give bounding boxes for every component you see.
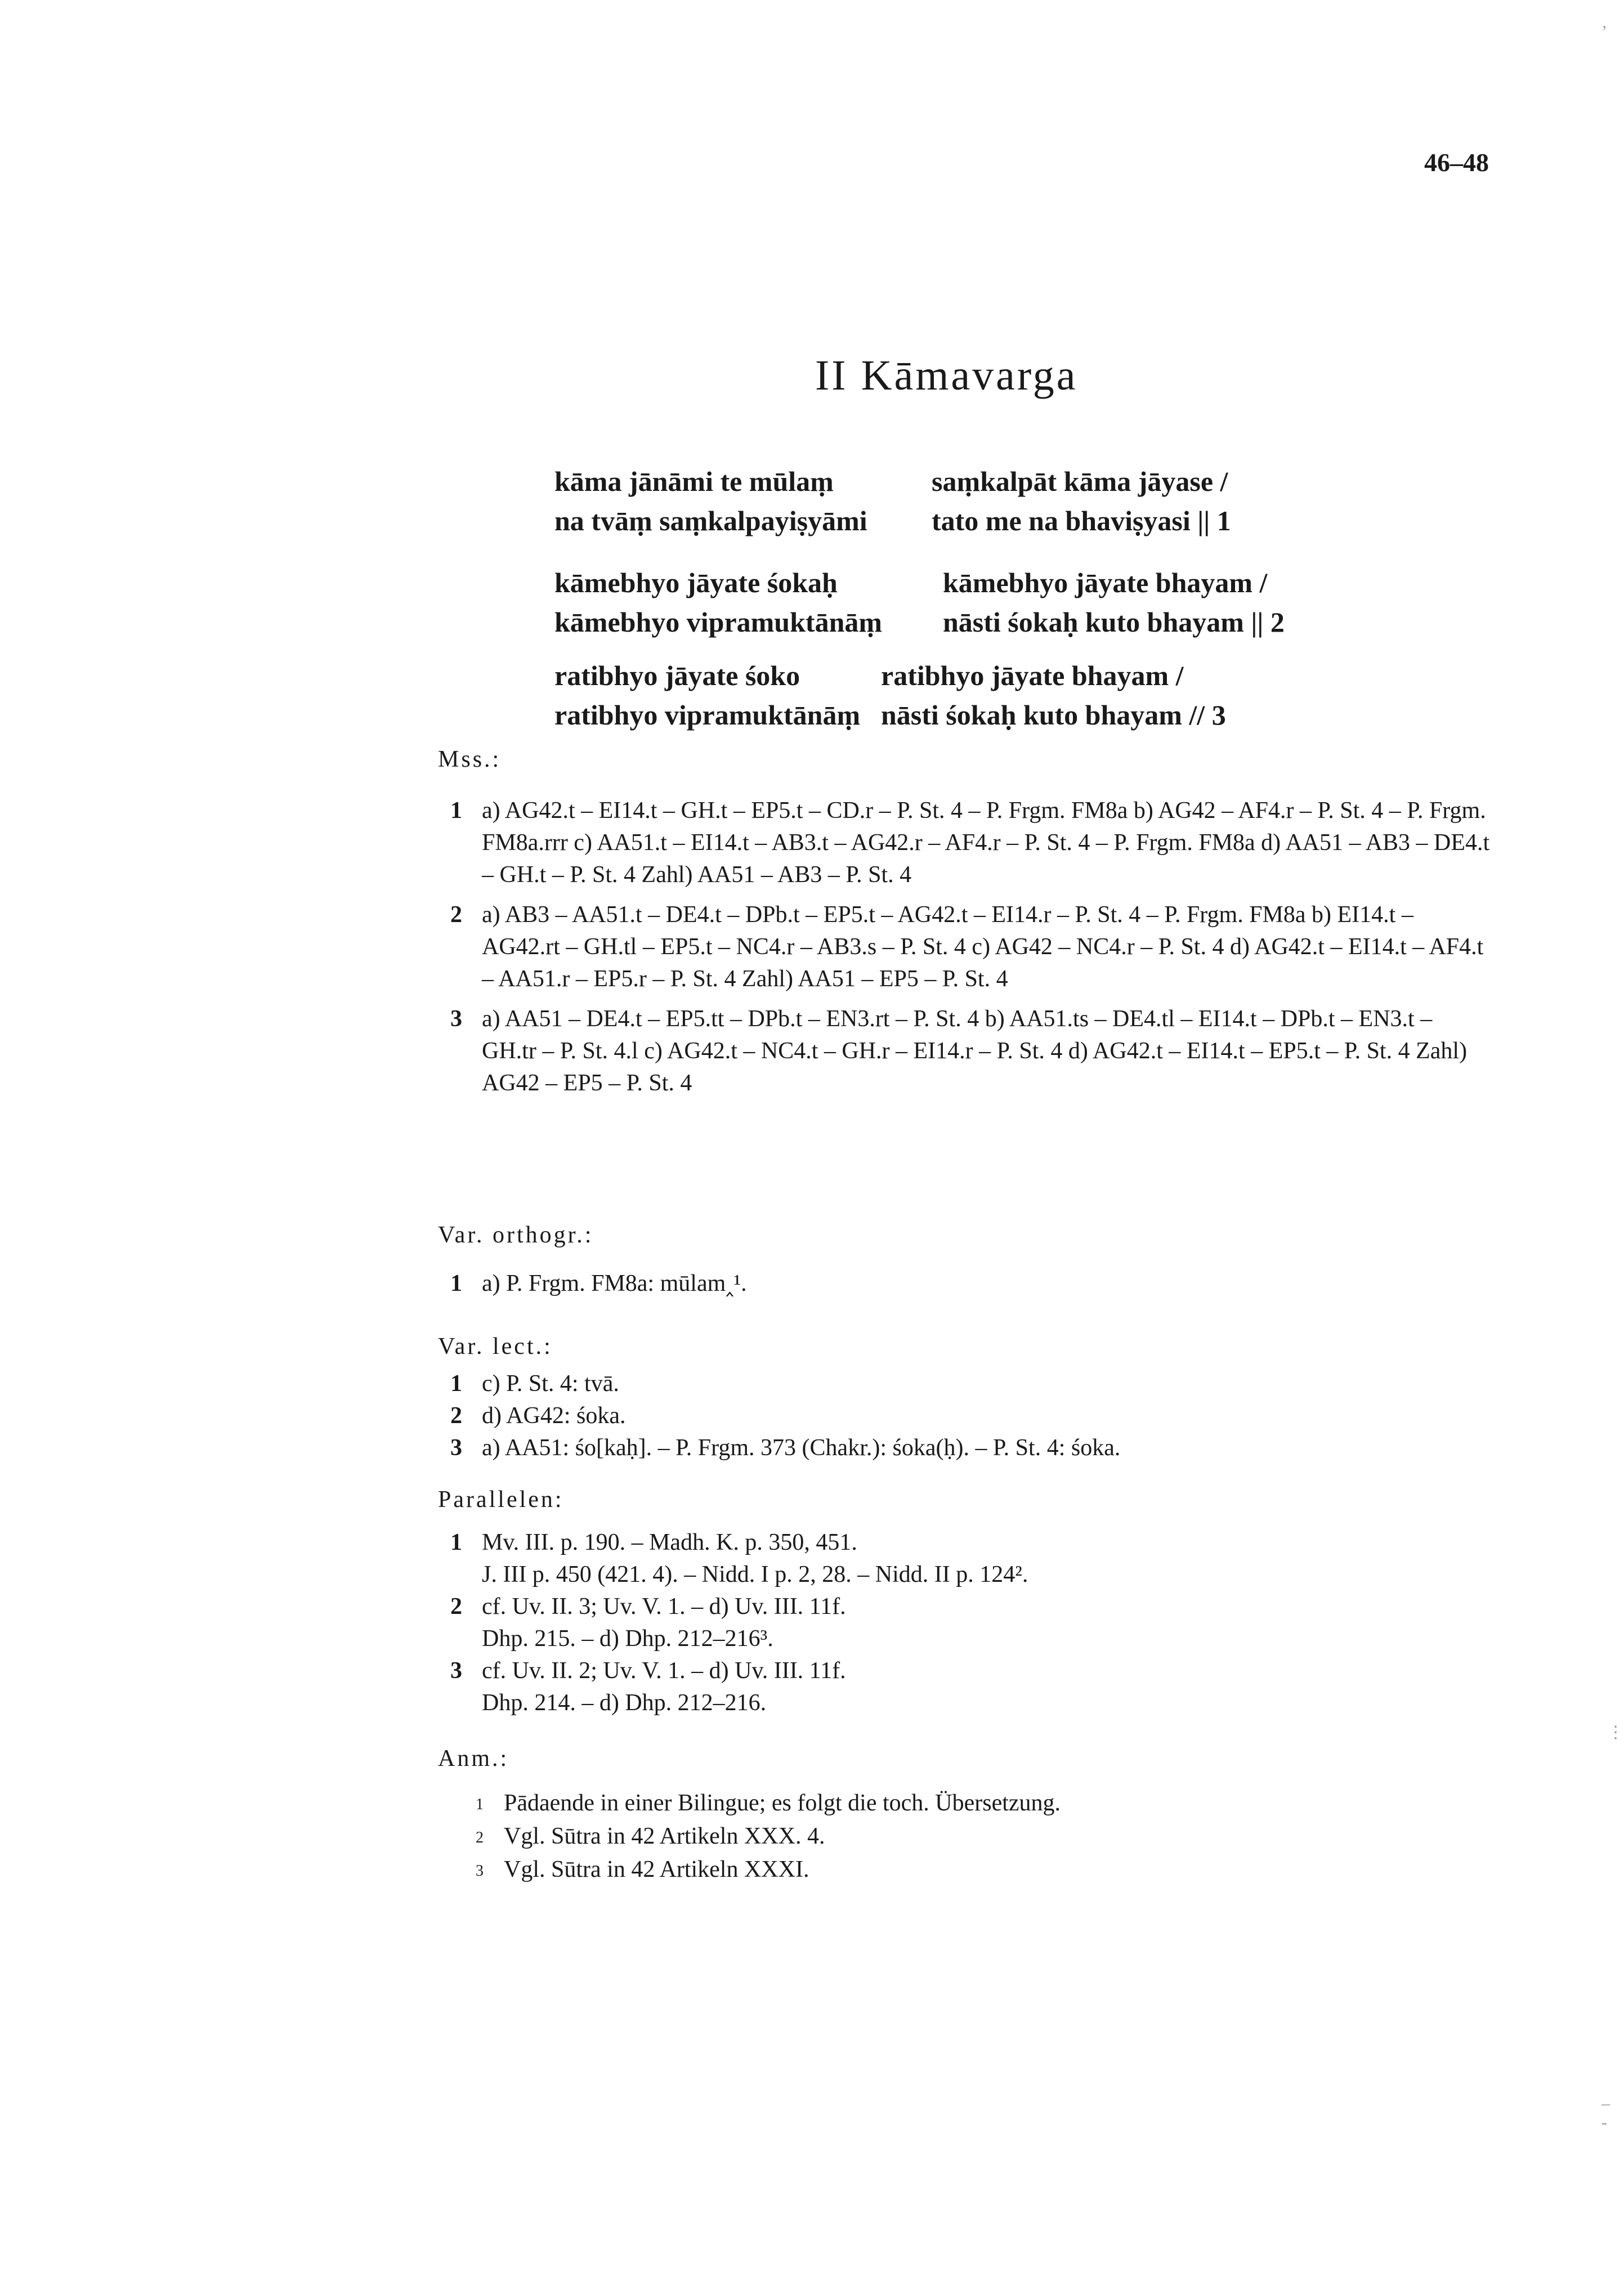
pada-c: kāmebhyo vipramuktānāṃ xyxy=(554,606,883,638)
entry-number: 1 xyxy=(450,1271,462,1296)
var-lect-label: Var. lect.: xyxy=(438,1334,553,1359)
mss-label: Mss.: xyxy=(438,746,502,772)
var-orthogr-entry xyxy=(450,1268,1492,1300)
mss-entry xyxy=(450,795,1492,891)
var-lect-apparatus xyxy=(450,1368,1492,1464)
verse-1 xyxy=(554,462,1231,540)
verse-line xyxy=(554,563,1285,602)
footnote xyxy=(476,1821,1517,1854)
verse-line xyxy=(554,656,1226,695)
chapter-title: II Kāmavarga xyxy=(815,352,1078,399)
entry-number: 3 xyxy=(450,1658,462,1684)
entry-text: cf. Uv. II. 2; Uv. V. 1. – d) Uv. III. 11f. xyxy=(482,1658,846,1684)
footnote-marker: 2 xyxy=(476,1829,484,1846)
parallelen-label: Parallelen: xyxy=(438,1487,564,1513)
entry-text: Mv. III. p. 190. – Madh. K. p. 350, 451. xyxy=(482,1529,857,1555)
scan-mark: ⋮ xyxy=(1607,1723,1624,1742)
pada-a: kāmebhyo jāyate śokaḥ xyxy=(554,567,838,598)
entry-text: c) P. St. 4: tvā. xyxy=(482,1371,619,1397)
pada-b: saṃkalpāt kāma jāyase / xyxy=(932,466,1228,497)
page-number: 46–48 xyxy=(1424,148,1489,177)
entry-text: a) AG42.t – EI14.t – GH.t – EP5.t – CD.r – P. St. 4 – P. Frgm. FM8a b) AG42 – AF4.r – P. St. 4 – P. Frgm. FM8a.rrr c) AA51.t – EI14.t – AB3.t – AG42.r – AF4.r – P. St. 4 – P. Frgm. FM8a d) AA51 – AB3 – DE4.t – GH.t – P. St. 4 Zahl) AA51 – AB3 – P. St. 4 xyxy=(482,798,1490,888)
verse-3 xyxy=(554,656,1226,735)
entry-text: a) P. Frgm. FM8a: mūlam‸¹. xyxy=(482,1271,747,1296)
parallel-entry xyxy=(450,1655,1492,1719)
entry-text-continued: Dhp. 215. – d) Dhp. 212–216³. xyxy=(482,1626,773,1652)
footnote-marker: 1 xyxy=(476,1796,484,1813)
entry-text: d) AG42: śoka. xyxy=(482,1403,626,1429)
entry-number: 3 xyxy=(450,1006,462,1032)
verse-line xyxy=(554,602,1285,642)
scan-mark: – - xyxy=(1601,2094,1610,2132)
entry-text: a) AA51: śo[kaḥ]. – P. Frgm. 373 (Chakr.): śoka(ḥ). – P. St. 4: śoka. xyxy=(482,1435,1121,1461)
entry-text: a) AA51 – DE4.t – EP5.tt – DPb.t – EN3.rt – P. St. 4 b) AA51.ts – DE4.tl – EI14.t – DPb.t – EN3.t – GH.tr – P. St. 4.l c) AG42.t – NC4.t – GH.r – EI14.r – P. St. 4 d) AG42.t – EI14.t – EP5.t – P. St. 4 Zahl) AG42 – EP5 – P. St. 4 xyxy=(482,1006,1468,1096)
var-lect-entry xyxy=(450,1368,1492,1400)
pada-c: na tvāṃ saṃkalpayiṣyāmi xyxy=(554,505,867,536)
entry-text-continued: Dhp. 214. – d) Dhp. 212–216. xyxy=(482,1690,767,1716)
entry-number: 2 xyxy=(450,1403,462,1429)
pada-d: nāsti śokaḥ kuto bhayam // 3 xyxy=(881,699,1226,731)
pada-d: tato me na bhaviṣyasi || 1 xyxy=(932,505,1231,536)
footnote-text: Pādaende in einer Bilingue; es folgt die toch. Übersetzung. xyxy=(504,1790,1061,1816)
var-lect-entry xyxy=(450,1400,1492,1432)
pada-a: kāma jānāmi te mūlaṃ xyxy=(554,466,834,497)
entry-text-continued: J. III p. 450 (421. 4). – Nidd. I p. 2, 28. – Nidd. II p. 124². xyxy=(482,1562,1028,1587)
parallelen-apparatus xyxy=(450,1527,1492,1719)
pada-d: nāsti śokaḥ kuto bhayam || 2 xyxy=(943,606,1285,638)
entry-number: 3 xyxy=(450,1435,462,1461)
var-orthogr-label: Var. orthogr.: xyxy=(438,1222,594,1248)
pada-b: ratibhyo jāyate bhayam / xyxy=(881,660,1184,691)
scan-mark: ʼ xyxy=(1601,23,1607,41)
footnote-text: Vgl. Sūtra in 42 Artikeln XXX. 4. xyxy=(504,1823,825,1849)
footnote xyxy=(476,1854,1517,1887)
entry-number: 1 xyxy=(450,798,462,824)
pada-c: ratibhyo vipramuktānāṃ xyxy=(554,699,861,731)
parallel-entry xyxy=(450,1527,1492,1591)
entry-number: 2 xyxy=(450,1594,462,1620)
mss-entry xyxy=(450,1003,1492,1099)
mss-entry xyxy=(450,899,1492,995)
pada-b: kāmebhyo jāyate bhayam / xyxy=(943,567,1268,598)
entry-number: 1 xyxy=(450,1371,462,1397)
verse-line xyxy=(554,501,1231,540)
anm-label: Anm.: xyxy=(438,1746,509,1772)
entry-text: cf. Uv. II. 3; Uv. V. 1. – d) Uv. III. 11f. xyxy=(482,1594,846,1620)
footnote xyxy=(476,1787,1517,1821)
verse-line xyxy=(554,695,1226,735)
var-orthogr-apparatus xyxy=(450,1268,1492,1308)
verse-line xyxy=(554,462,1231,501)
footnote-marker: 3 xyxy=(476,1862,484,1880)
verse-2 xyxy=(554,563,1285,642)
entry-number: 1 xyxy=(450,1529,462,1555)
anm-notes xyxy=(476,1787,1517,1887)
parallel-entry xyxy=(450,1591,1492,1655)
pada-a: ratibhyo jāyate śoko xyxy=(554,660,800,691)
entry-number: 2 xyxy=(450,902,462,928)
footnote-text: Vgl. Sūtra in 42 Artikeln XXXI. xyxy=(504,1857,809,1882)
var-lect-entry xyxy=(450,1432,1492,1464)
entry-text: a) AB3 – AA51.t – DE4.t – DPb.t – EP5.t – AG42.t – EI14.r – P. St. 4 – P. Frgm. FM8a b) EI14.t – AG42.rt – GH.tl – EP5.t – NC4.r – AB3.s – P. St. 4 c) AG42 – NC4.r – P. St. 4 d) AG42.t – EI14.t – AF4.t – AA51.r – EP5.r – P. St. 4 Zahl) AA51 – EP5 – P. St. 4 xyxy=(482,902,1484,992)
mss-apparatus xyxy=(450,795,1492,1107)
